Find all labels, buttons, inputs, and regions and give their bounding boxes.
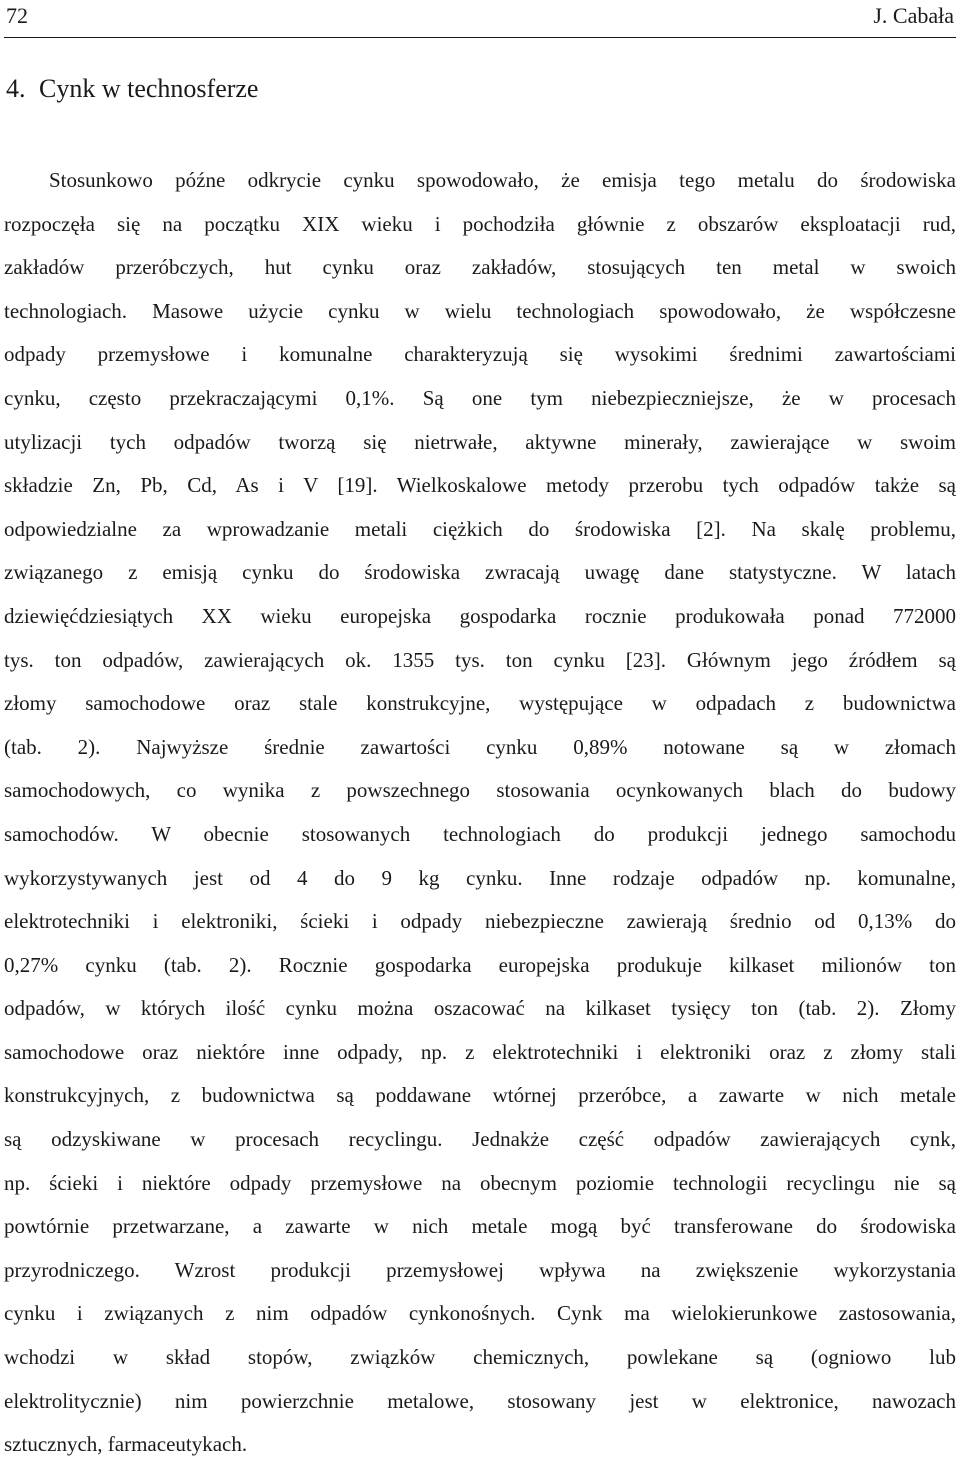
paragraph-line: samochodowych, co wynika z powszechnego stosowania ocynkowanych blach do budowy: [4, 778, 956, 803]
running-header: [6, 2, 954, 30]
section-heading: [6, 71, 258, 107]
running-head-author: J. Cabała: [873, 3, 954, 28]
paragraph-line: dziewięćdziesiątych XX wieku europejska gospodarka rocznie produkowała ponad 772000: [4, 603, 956, 628]
header-rule: [4, 37, 956, 38]
section-title: Cynk w technosferze: [39, 74, 259, 103]
page-number: 72: [6, 3, 28, 28]
paragraph-line: złomy samochodowe oraz stale konstrukcyjne, występujące w odpadach z budownictwa: [4, 691, 956, 716]
paragraph-line: tys. ton odpadów, zawierających ok. 1355 tys. ton cynku [23]. Głównym jego źródłem są: [4, 647, 956, 672]
paragraph-line: (tab. 2). Najwyższe średnie zawartości cynku 0,89% notowane są w złomach: [4, 734, 956, 759]
paragraph-line: wchodzi w skład stopów, związków chemicznych, powlekane są (ogniowo lub: [4, 1345, 956, 1370]
paragraph-line: wykorzystywanych jest od 4 do 9 kg cynku. Inne rodzaje odpadów np. komunalne,: [4, 865, 956, 890]
paragraph-line: sztucznych, farmaceutykach.: [4, 1432, 248, 1457]
paragraph-line: odpadów, w których ilość cynku można oszacować na kilkaset tysięcy ton (tab. 2). Złomy: [4, 996, 956, 1021]
section-number: 4.: [6, 74, 26, 103]
paragraph-line: zakładów przeróbczych, hut cynku oraz zakładów, stosujących ten metal w swoich: [4, 255, 956, 280]
paragraph-line: są odzyskiwane w procesach recyclingu. Jednakże część odpadów zawierających cynk,: [4, 1127, 956, 1152]
paragraph-line: samochodowe oraz niektóre inne odpady, np. z elektrotechniki i elektroniki oraz z złomy stali: [4, 1039, 956, 1064]
paragraph-line: utylizacji tych odpadów tworzą się nietrwałe, aktywne minerały, zawierające w swoim: [4, 429, 956, 454]
paragraph-line: technologiach. Masowe użycie cynku w wielu technologiach spowodowało, że współczesne: [4, 298, 956, 323]
paragraph-line: elektrotechniki i elektroniki, ścieki i odpady niebezpieczne zawierają średnio od 0,13% do: [4, 909, 956, 934]
paragraph-line: np. ścieki i niektóre odpady przemysłowe na obecnym poziomie technologii recyclingu nie są: [4, 1170, 956, 1195]
paragraph-line: powtórnie przetwarzane, a zawarte w nich metale mogą być transferowane do środowiska: [4, 1214, 956, 1239]
paragraph-line: rozpoczęła się na początku XIX wieku i pochodziła głównie z obszarów eksploatacji rud,: [4, 211, 956, 236]
paragraph-line: konstrukcyjnych, z budownictwa są poddawane wtórnej przeróbce, a zawarte w nich metale: [4, 1083, 956, 1108]
paragraph-line: składzie Zn, Pb, Cd, As i V [19]. Wielkoskalowe metody przerobu tych odpadów także są: [4, 473, 956, 498]
paragraph-line: odpady przemysłowe i komunalne charakteryzują się wysokimi średnimi zawartościami: [4, 342, 956, 367]
paragraph-line: cynku, często przekraczającymi 0,1%. Są one tym niebezpieczniejsze, że w procesach: [4, 385, 956, 410]
body-paragraph: [4, 159, 956, 1467]
paragraph-line: Stosunkowo późne odkrycie cynku spowodowało, że emisja tego metalu do środowiska: [49, 168, 956, 192]
paragraph-line: elektrolitycznie) nim powierzchnie metalowe, stosowany jest w elektronice, nawozach: [4, 1388, 956, 1413]
paragraph-line: cynku i związanych z nim odpadów cynkonośnych. Cynk ma wielokierunkowe zastosowania,: [4, 1301, 956, 1326]
paragraph-line: 0,27% cynku (tab. 2). Rocznie gospodarka europejska produkuje kilkaset milionów ton: [4, 952, 956, 977]
paragraph-line: samochodów. W obecnie stosowanych technologiach do produkcji jednego samochodu: [4, 821, 956, 846]
paragraph-line: odpowiedzialne za wprowadzanie metali ciężkich do środowiska [2]. Na skalę problemu,: [4, 516, 956, 541]
paragraph-line: związanego z emisją cynku do środowiska zwracają uwagę dane statystyczne. W latach: [4, 560, 956, 585]
paragraph-line: przyrodniczego. Wzrost produkcji przemysłowej wpływa na zwiększenie wykorzystania: [4, 1257, 956, 1282]
